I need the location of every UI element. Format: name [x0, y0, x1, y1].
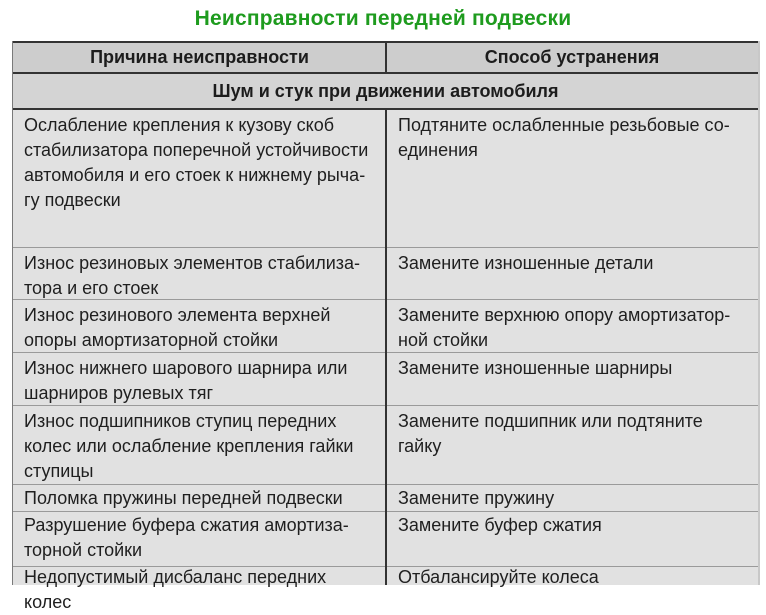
cause-cell: Недопустимый дисбаланс передних колес: [24, 567, 327, 612]
cause-cell: Ослабление крепления к кузову скоб стабилизатора поперечной устойчивости автомобиля и его стоек к нижнему рыча- гу подвески: [24, 115, 369, 210]
cause-cell: Поломка пружины передней подвески: [24, 488, 343, 508]
table-header: [13, 41, 758, 74]
remedy-cell: Отбалансируйте колеса: [398, 567, 599, 587]
cause-cell: Износ резинового элемента верхней опоры амортизаторной стойки: [24, 305, 331, 350]
cause-cell: Износ резиновых элементов стабилиза- тора и его стоек: [24, 253, 361, 298]
remedy-cell: Замените верхнюю опору амортизатор- ной стойки: [398, 305, 731, 350]
header-remedy: Способ устранения: [484, 47, 660, 67]
page-title: Неисправности передней подвески: [194, 7, 572, 30]
remedy-cell: Замените изношенные детали: [398, 253, 654, 273]
remedy-cell: Подтяните ослабленные резьбовые со- единения: [398, 115, 730, 160]
fault-table: [12, 41, 760, 612]
cause-cell: Разрушение буфера сжатия амортиза- торной стойки: [24, 515, 349, 560]
remedy-cell: Замените подшипник или подтяните гайку: [398, 411, 703, 456]
remedy-cell: Замените изношенные шарниры: [398, 358, 673, 378]
remedy-cell: Замените пружину: [398, 488, 555, 508]
cause-cell: Износ нижнего шарового шарнира или шарниров рулевых тяг: [24, 358, 348, 403]
section-title: Шум и стук при движении автомобиля: [13, 74, 758, 110]
cause-cell: Износ подшипников ступиц передних колес или ослабление крепления гайки ступицы: [24, 411, 354, 481]
header-cause: Причина неисправности: [90, 47, 309, 67]
remedy-cell: Замените буфер сжатия: [398, 515, 602, 535]
column-divider: [385, 110, 387, 585]
